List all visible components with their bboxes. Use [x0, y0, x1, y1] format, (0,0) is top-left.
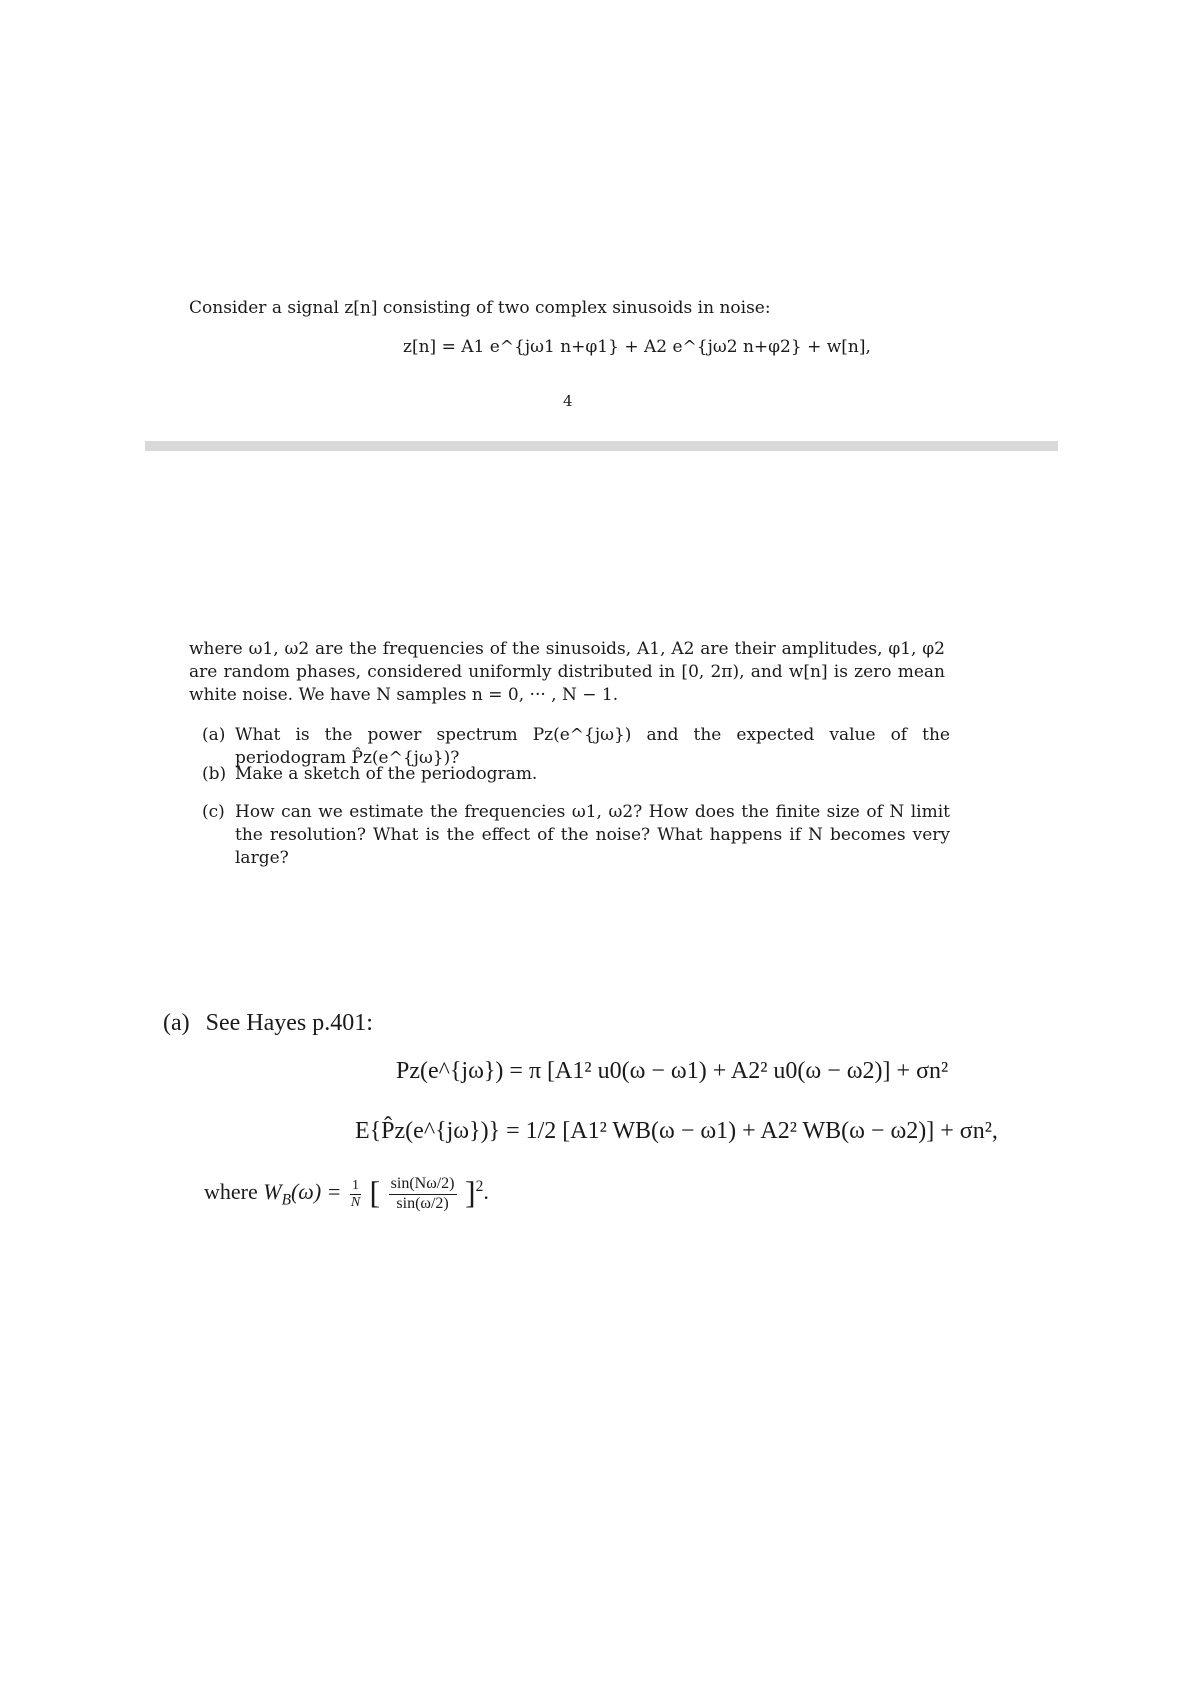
expected-periodogram-equation: E{P̂z(e^{jω})} = 1/2 [A1² WB(ω − ω1) + A2² WB(ω − ω2)] + σn²,: [355, 1118, 998, 1144]
part-a-label: (a): [202, 725, 226, 745]
part-c-label: (c): [202, 802, 225, 822]
part-b: [202, 763, 950, 786]
page-number: 4: [563, 392, 573, 410]
solution-label: (a): [163, 1010, 190, 1036]
problem-intro: [189, 297, 949, 320]
where-label: where: [204, 1179, 258, 1205]
problem-description: where ω1, ω2 are the frequencies of the sinusoids, A1, A2 are their amplitudes, φ1, φ2 are random phases, considered uniformly distributed in [0, 2π), and w[n] is zero mean white noise. We have N samples n = 0, ··· , N − 1.: [189, 639, 945, 705]
part-c: [202, 801, 950, 870]
power-spectrum-equation: Pz(e^{jω}) = π [A1² u0(ω − ω1) + A2² u0(ω − ω2)] + σn²: [396, 1058, 949, 1084]
open-bracket: [: [369, 1175, 381, 1210]
one-over-n-numerator: 1: [350, 1178, 361, 1195]
window-function: $W_B(\omega)$ =: [263, 1179, 342, 1209]
page-divider: [145, 441, 1058, 451]
solution-heading-text: See Hayes p.401:: [205, 1010, 373, 1036]
period: .: [483, 1179, 489, 1205]
part-b-label: (b): [202, 764, 227, 784]
intro-text: Consider a signal z[n] consisting of two complex sinusoids in noise:: [189, 298, 771, 318]
part-b-text: Make a sketch of the periodogram.: [235, 764, 538, 784]
sinc-denominator: sin(ω/2): [396, 1194, 449, 1212]
part-c-text: How can we estimate the frequencies ω1, ω2? How does the finite size of N limit the resolution? What is the effect of the noise? What happens if N becomes very large?: [235, 802, 950, 868]
sinc-numerator: sin(Nω/2): [389, 1175, 457, 1194]
sinc-fraction: [389, 1175, 457, 1213]
solution-heading: [163, 1010, 373, 1037]
square-exponent: 2: [475, 1177, 484, 1195]
window-definition: [204, 1175, 489, 1213]
one-over-n-fraction: [350, 1178, 361, 1211]
part-a-text: What is the power spectrum Pz(e^{jω}) and the expected value of the periodogram P̂z(e^{jω})?: [235, 725, 950, 768]
close-bracket: ]: [465, 1175, 476, 1210]
signal-equation: z[n] = A1 e^{jω1 n+φ1} + A2 e^{jω2 n+φ2} + w[n],: [403, 337, 871, 357]
one-over-n-denominator: N: [350, 1194, 361, 1210]
